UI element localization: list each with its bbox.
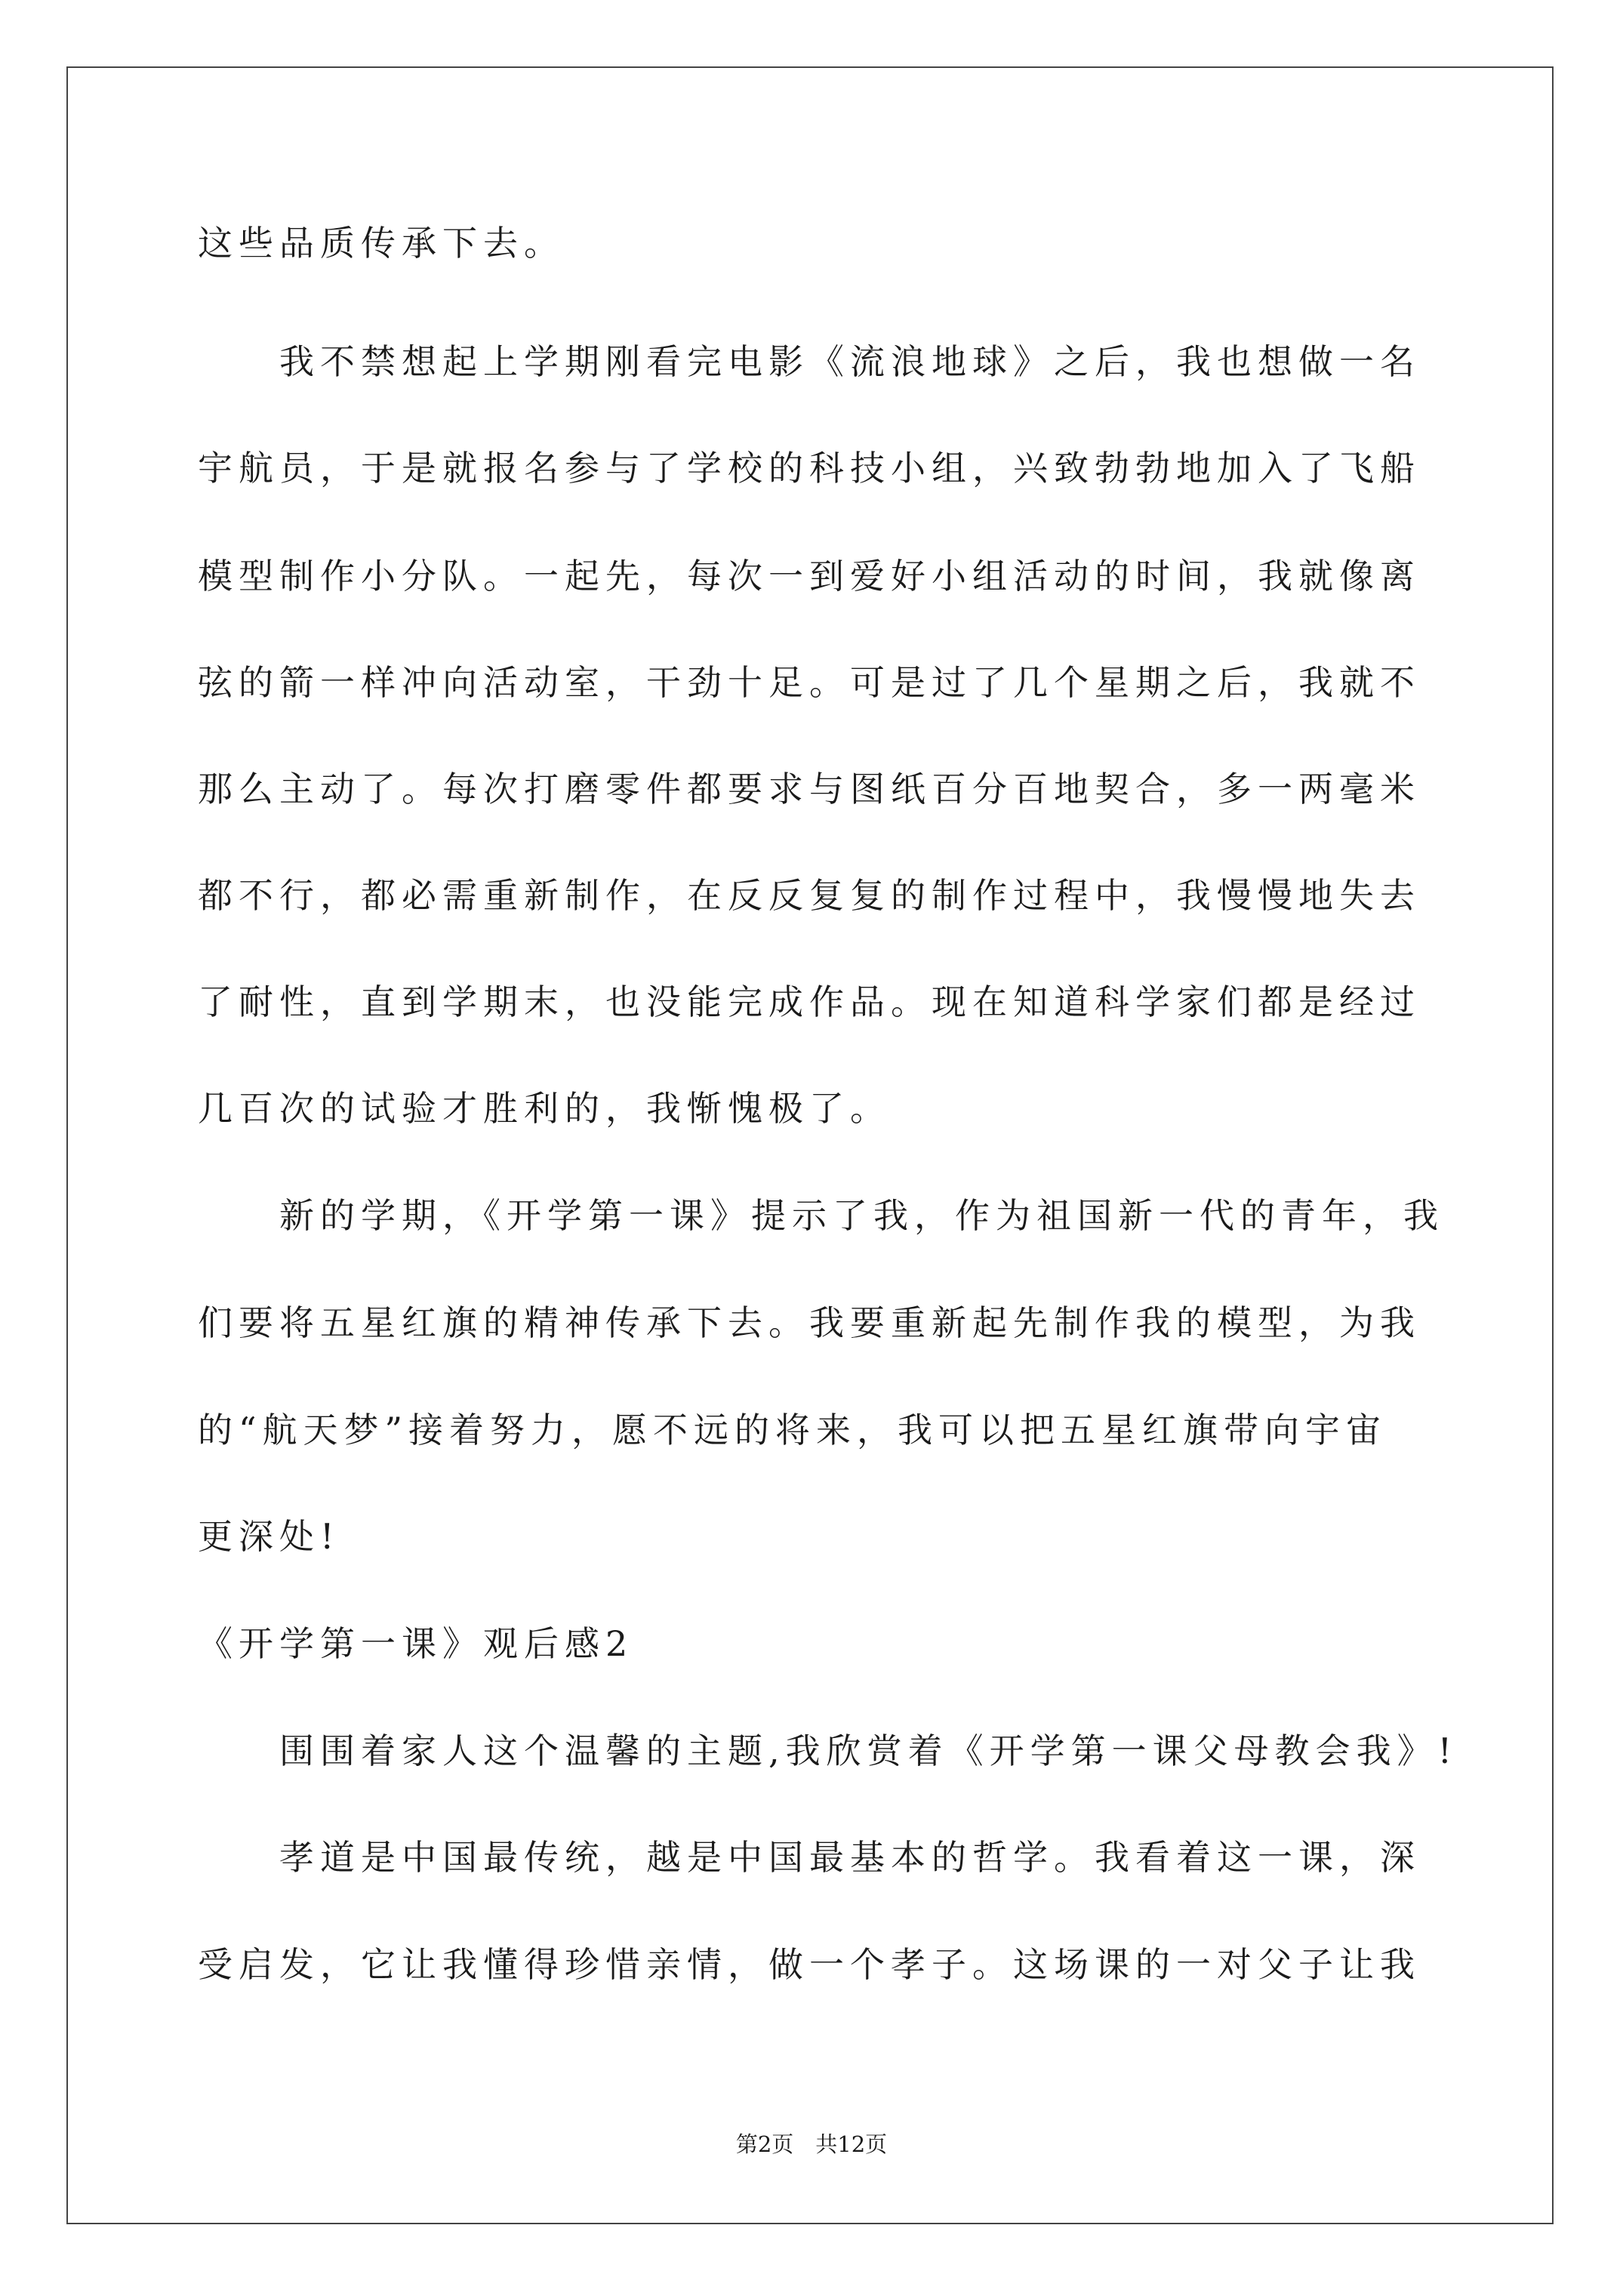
paragraph-line: 这些品质传承下去。 (198, 223, 565, 264)
paragraph-line: 们要将五星红旗的精神传承下去。我要重新起先制作我的模型，为我 (198, 1302, 1421, 1343)
paragraph-line: 几百次的试验才胜利的，我惭愧极了。 (198, 1088, 891, 1129)
paragraph-line: 模型制作小分队。一起先，每次一到爱好小组活动的时间，我就像离 (198, 556, 1421, 596)
page-border (66, 66, 1554, 2224)
paragraph-line: 受启发，它让我懂得珍惜亲情，做一个孝子。这场课的一对父子让我 (198, 1944, 1421, 1985)
paragraph-line: 孝道是中国最传统，越是中国最基本的哲学。我看着这一课，深 (198, 1837, 1421, 1878)
paragraph-line: 那么主动了。每次打磨零件都要求与图纸百分百地契合，多一两毫米 (198, 769, 1421, 809)
paragraph-line: 新的学期，《开学第一课》提示了我，作为祖国新一代的青年，我 (198, 1195, 1444, 1236)
paragraph-line: 宇航员，于是就报名参与了学校的科技小组，兴致勃勃地加入了飞船 (198, 448, 1421, 488)
page-number-footer: 第2页 共12页 (735, 2131, 888, 2157)
paragraph-line: 的“航天梦”接着努力，愿不远的将来，我可以把五星红旗带向宇宙 (198, 1410, 1387, 1450)
paragraph-line: 更深处! (198, 1516, 340, 1557)
paragraph-line: 弦的箭一样冲向活动室，干劲十足。可是过了几个星期之后，我就不 (198, 662, 1421, 703)
paragraph-line: 都不行，都必需重新制作，在反反复复的制作过程中，我慢慢地失去 (198, 875, 1421, 916)
paragraph-line: 围围着家人这个温馨的主题,我欣赏着《开学第一课父母教会我》! (198, 1730, 1458, 1771)
paragraph-line: 了耐性，直到学期末，也没能完成作品。现在知道科学家们都是经过 (198, 982, 1421, 1022)
section-heading: 《开学第一课》观后感2 (198, 1623, 634, 1664)
paragraph-line: 我不禁想起上学期刚看完电影《流浪地球》之后，我也想做一名 (198, 341, 1421, 382)
